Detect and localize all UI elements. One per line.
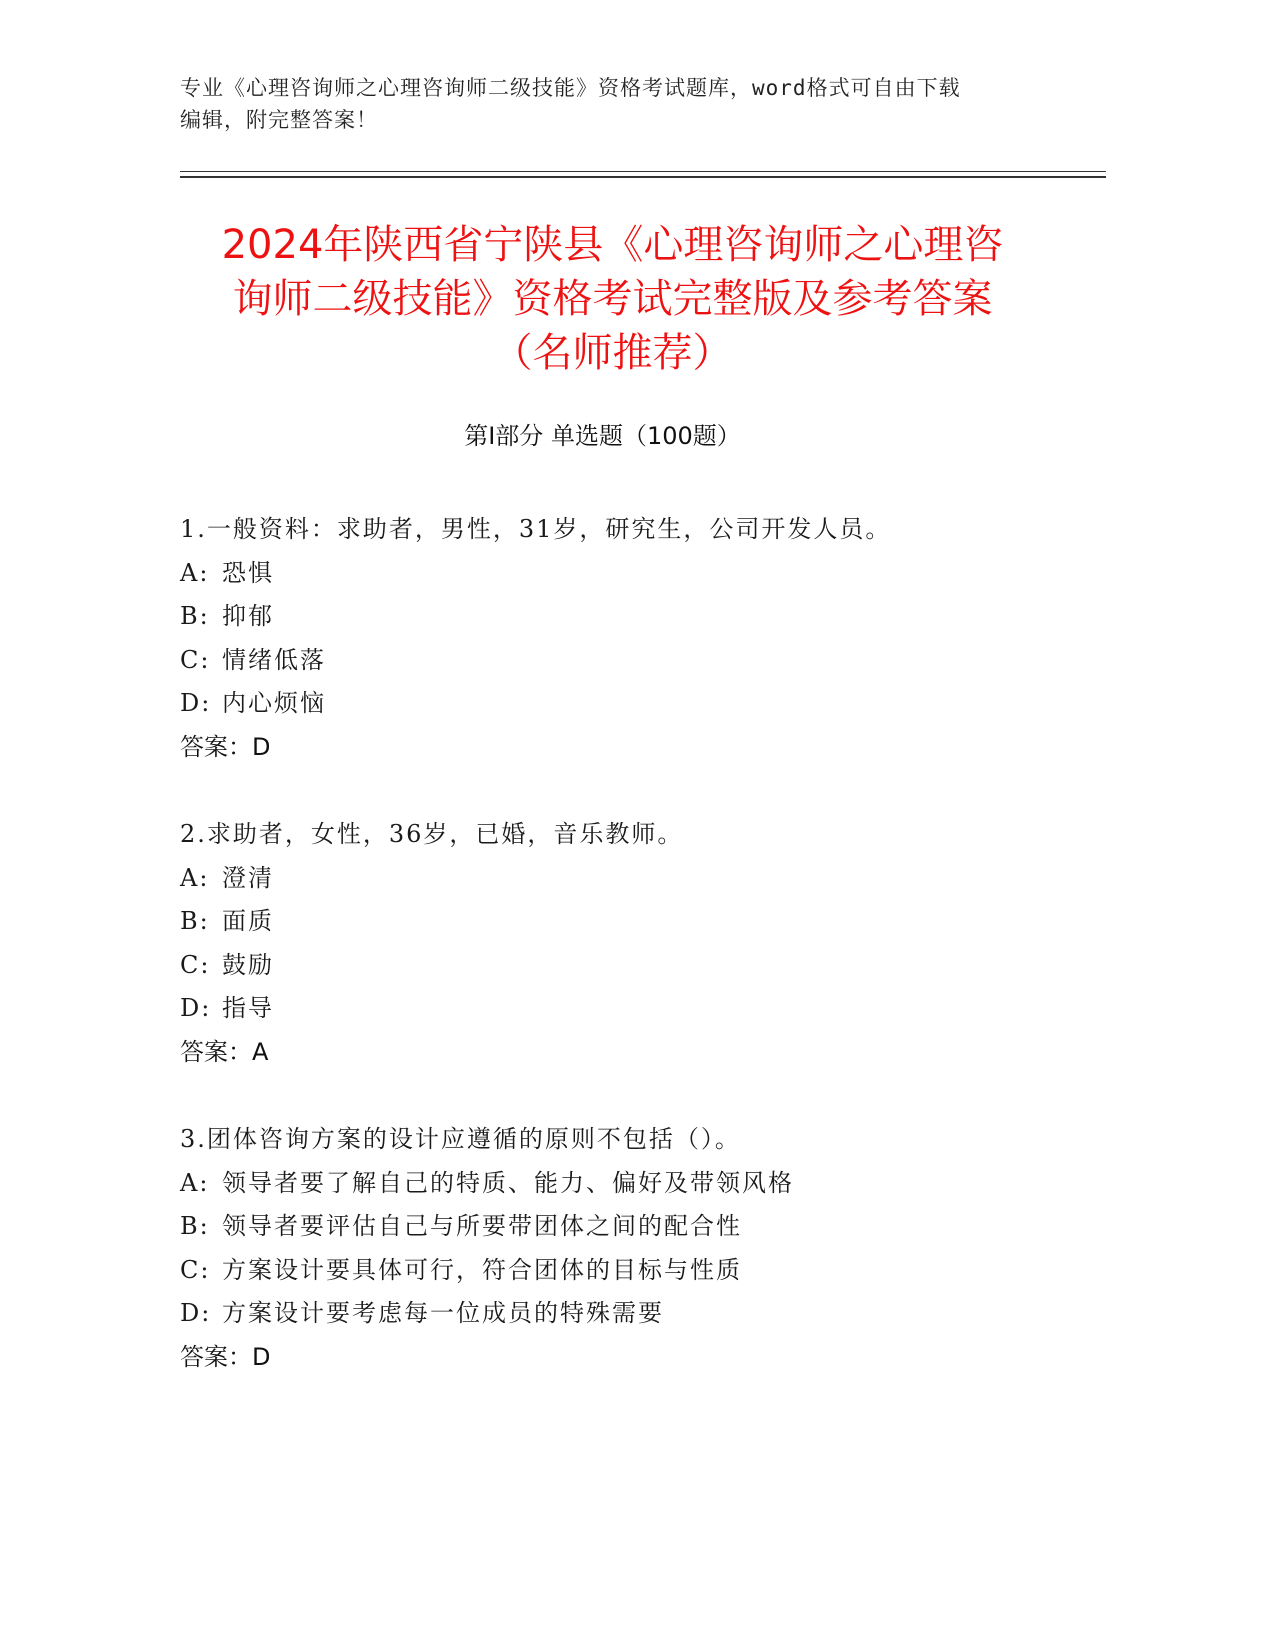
option-label: A:: [180, 558, 210, 587]
option-d: [180, 682, 1080, 726]
option-label: C:: [180, 1255, 211, 1284]
option-text: 情绪低落: [222, 645, 326, 674]
header-note-line-2: 编辑，附完整答案！: [180, 108, 378, 132]
option-text: 抑郁: [222, 602, 274, 630]
option-b: [180, 900, 1080, 944]
option-c: [180, 944, 1080, 988]
option-text: 恐惧: [222, 558, 274, 587]
question-2: [180, 813, 1080, 1074]
option-d: [180, 987, 1080, 1031]
option-label: B:: [180, 907, 210, 935]
option-text: 内心烦恼: [222, 689, 326, 717]
option-b: [180, 595, 1080, 639]
document-title: [160, 218, 1065, 380]
option-c: [180, 639, 1080, 683]
option-label: D:: [180, 994, 212, 1022]
question-stem: 3.团体咨询方案的设计应遵循的原则不包括（）。: [180, 1125, 741, 1153]
header-divider-thick: [180, 176, 1106, 178]
document-title-line-1: 2024年陕西省宁陕县《心理咨询师之心理咨: [221, 222, 1004, 268]
option-label: B:: [180, 602, 210, 630]
document-title-line-3: （名师推荐）: [492, 330, 733, 376]
question-3: [180, 1118, 1080, 1379]
option-text: 澄清: [222, 863, 274, 892]
question-1: [180, 508, 1080, 769]
header-note: [180, 72, 1080, 136]
option-text: 指导: [222, 994, 274, 1022]
answer-line: 答案：D: [180, 732, 271, 761]
option-label: C:: [180, 950, 211, 979]
question-stem: 1.一般资料：求助者，男性，31岁，研究生，公司开发人员。: [180, 515, 892, 543]
option-label: B:: [180, 1212, 210, 1240]
option-text: 鼓励: [222, 950, 274, 979]
option-text: 面质: [222, 907, 274, 935]
option-d: [180, 1292, 1080, 1336]
header-divider-thin: [180, 171, 1106, 172]
option-a: [180, 1162, 1080, 1206]
option-label: A:: [180, 863, 210, 892]
option-a: [180, 857, 1080, 901]
option-label: D:: [180, 1299, 212, 1327]
section-heading: 第Ⅰ部分 单选题（100题）: [464, 422, 741, 450]
option-text: 方案设计要具体可行，符合团体的目标与性质: [222, 1255, 742, 1284]
question-stem: 2.求助者，女性，36岁，已婚，音乐教师。: [180, 820, 684, 848]
option-text: 领导者要了解自己的特质、能力、偏好及带领风格: [222, 1168, 794, 1197]
header-note-line-1: 专业《心理咨询师之心理咨询师二级技能》资格考试题库，word格式可自由下载: [180, 76, 961, 100]
option-label: C:: [180, 645, 211, 674]
answer-line: 答案：A: [180, 1037, 269, 1066]
option-label: D:: [180, 689, 212, 717]
answer-line: 答案：D: [180, 1342, 271, 1371]
document-title-line-2: 询师二级技能》资格考试完整版及参考答案: [232, 276, 993, 322]
option-text: 领导者要评估自己与所要带团体之间的配合性: [222, 1212, 742, 1240]
option-a: [180, 552, 1080, 596]
option-text: 方案设计要考虑每一位成员的特殊需要: [222, 1299, 664, 1327]
option-label: A:: [180, 1168, 210, 1197]
option-b: [180, 1205, 1080, 1249]
option-c: [180, 1249, 1080, 1293]
